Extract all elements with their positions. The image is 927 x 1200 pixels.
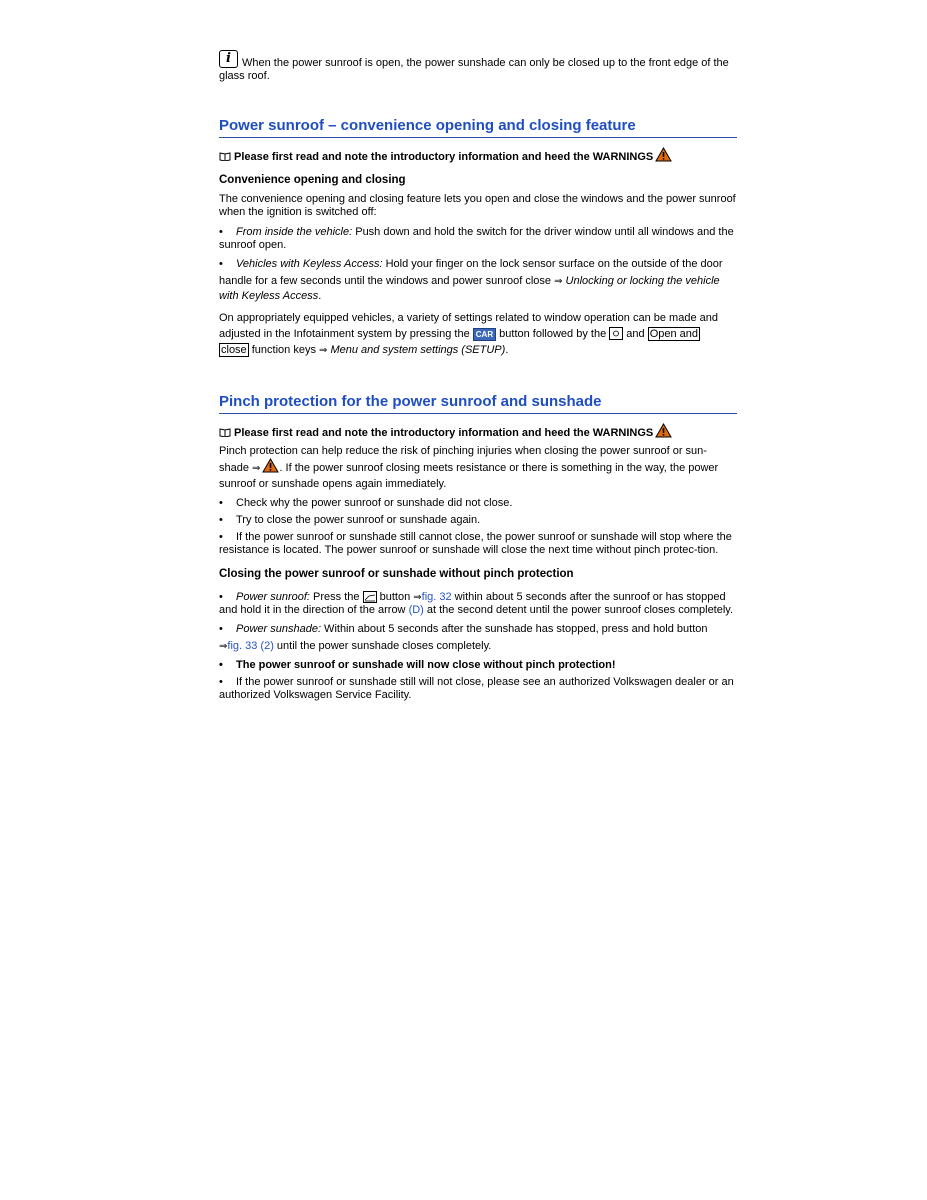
read-note bbox=[219, 147, 737, 164]
figure-link[interactable]: fig. 33 (2) bbox=[227, 640, 274, 652]
open-and-close-key-cont: close bbox=[221, 344, 247, 356]
open-and-close-key: Open and bbox=[649, 328, 699, 340]
settings-key-icon bbox=[609, 327, 623, 340]
book-icon bbox=[219, 152, 231, 161]
section-heading-convenience: Power sunroof – convenience opening and closing feature bbox=[219, 117, 737, 138]
list-item: • Vehicles with Keyless Access: Hold your finger on the lock sensor surface on the outside of the door handle for a few seconds until the windows and power sunroof close ⇒ Unlocking or locking the vehicle with Keyless Access. bbox=[219, 258, 723, 302]
book-icon bbox=[219, 428, 231, 437]
list-item: • If the power sunroof or sunshade still cannot close, the power sunroof or sunshade will stop where the resistance is located. The power sunroof or sunshade will close the next time without pinch protec-tion. bbox=[219, 531, 732, 556]
reference-arrow-icon: ⇒ bbox=[413, 592, 422, 603]
infotainment-paragraph: On appropriately equipped vehicles, a variety of settings related to window operation can be made and adjusted in the Infotainment system by pressing the CAR button followed by the and Open and close function keys ⇒ Menu and system settings (SETUP). bbox=[219, 312, 718, 356]
reference-arrow-icon: ⇒ bbox=[252, 463, 261, 474]
read-note-text: Please first read and note the introductory information and heed the WARNINGS bbox=[234, 151, 654, 163]
note-paragraph bbox=[219, 50, 737, 83]
convenience-intro: The convenience opening and closing feature lets you open and close the windows and the power sunroof when the ignition is switched off: bbox=[219, 193, 736, 218]
list-item: • Power sunroof: Press the button ⇒fig. 32 within about 5 seconds after the sunroof or has stopped and hold it in the direction of the arrow (D) at the second detent until the power sunroof closes completely. bbox=[219, 591, 734, 616]
info-icon: i bbox=[219, 50, 238, 68]
arrow-d-link[interactable]: (D) bbox=[408, 604, 424, 616]
reference-link[interactable]: Menu and system settings (SETUP) bbox=[330, 344, 506, 356]
read-note bbox=[219, 423, 737, 440]
warning-icon[interactable] bbox=[262, 458, 279, 473]
reference-arrow-icon: ⇒ bbox=[319, 345, 328, 356]
list-item: • Power sunshade: Within about 5 seconds after the sunshade has stopped, press and hold button ⇒fig. 33 (2) until the power sunshade closes completely. bbox=[219, 623, 708, 652]
reference-arrow-icon: ⇒ bbox=[554, 276, 563, 287]
figure-link[interactable]: fig. 32 bbox=[421, 591, 452, 603]
warning-icon[interactable] bbox=[655, 147, 672, 162]
list-item: • The power sunroof or sunshade will now close without pinch protection! bbox=[219, 659, 616, 671]
subheading-convenience: Convenience opening and closing bbox=[219, 174, 406, 186]
subheading-no-pinch: Closing the power sunroof or sunshade without pinch protection bbox=[219, 568, 574, 580]
note-text: When the power sunroof is open, the power sunshade can only be closed up to the front edge of the glass roof. bbox=[219, 57, 729, 82]
car-button: CAR bbox=[473, 328, 496, 341]
warning-icon[interactable] bbox=[655, 423, 672, 438]
list-item: • Try to close the power sunroof or sunshade again. bbox=[219, 514, 481, 526]
section-heading-pinch: Pinch protection for the power sunroof and sunshade bbox=[219, 393, 737, 414]
list-item: • From inside the vehicle: Push down and hold the switch for the driver window until all windows and the sunroof open. bbox=[219, 226, 734, 251]
read-note-text: Please first read and note the introductory information and heed the WARNINGS bbox=[234, 427, 654, 439]
pinch-intro: Pinch protection can help reduce the risk of pinching injuries when closing the power sunroof or sun- shade ⇒ . If the power sunroof closing meets resistance or there is something in the way, the power sunroof or sunshade opens again immediately. bbox=[219, 445, 719, 490]
sunroof-button-icon bbox=[363, 591, 377, 603]
manual-page bbox=[219, 50, 737, 702]
reference-link[interactable]: Unlocking or locking the vehicle with Keyless Access bbox=[219, 275, 720, 302]
list-item: • Check why the power sunroof or sunshade did not close. bbox=[219, 497, 513, 509]
reference-arrow-icon: ⇒ bbox=[219, 641, 228, 652]
list-item: • If the power sunroof or sunshade still will not close, please see an authorized Volkswagen dealer or an authorized Volkswagen Service Facility. bbox=[219, 676, 734, 701]
